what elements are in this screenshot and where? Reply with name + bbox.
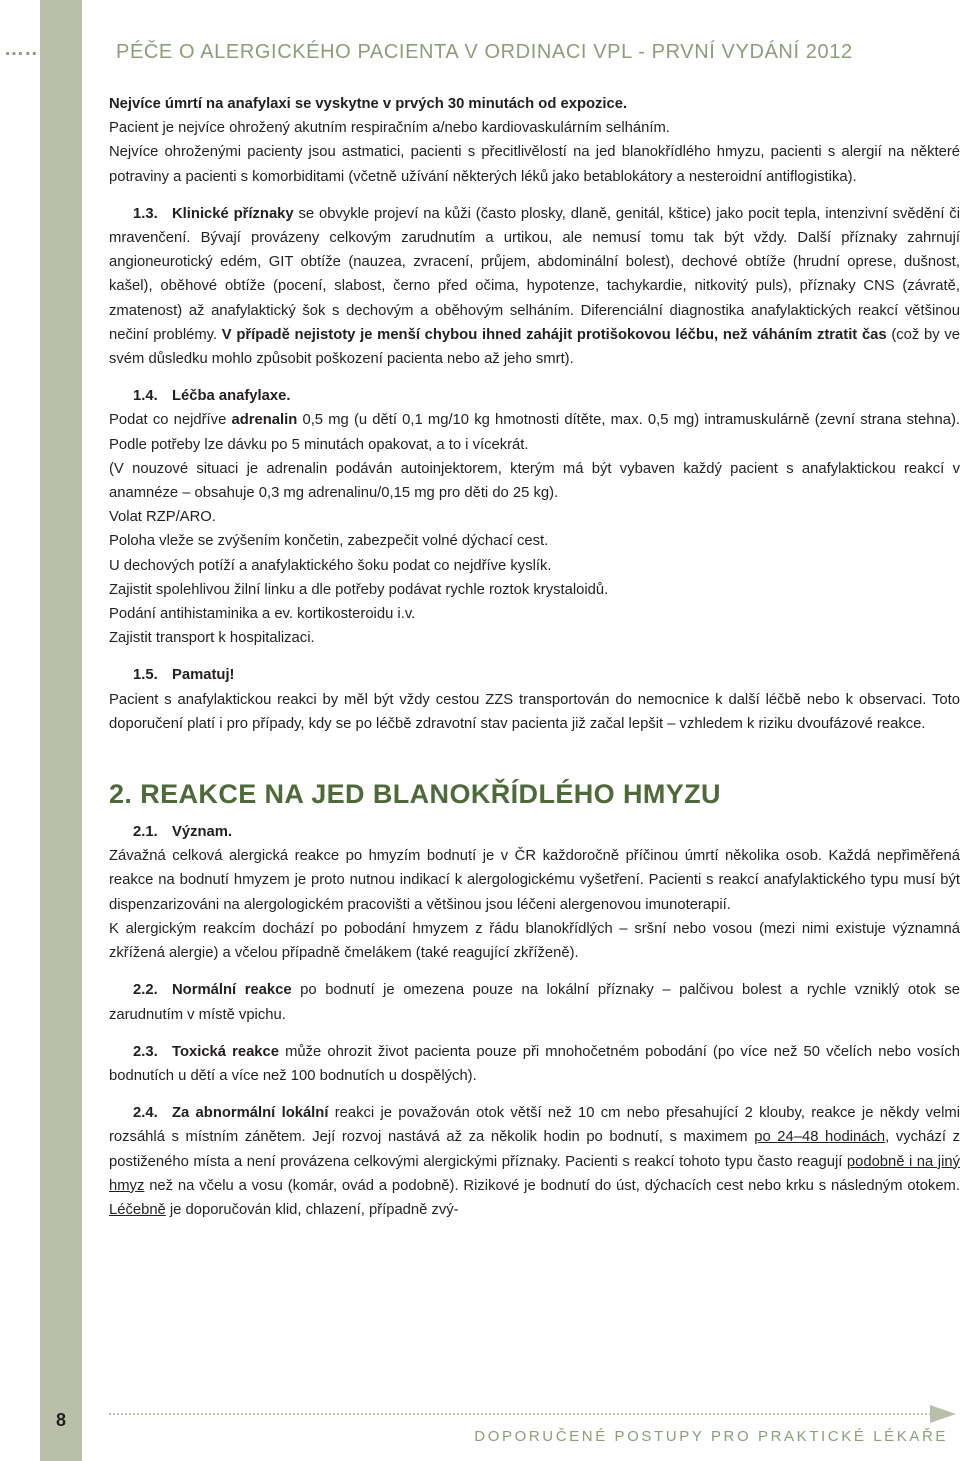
- section-2-1-paragraph-2: K alergickým reakcím dochází po pobodání hmyzem z řádu blanokřídlých – sršní nebo vosou (mezi nimi existuje významná zkřížená alergie) a včelou případně čmelákem (také reagující zkříženě).: [109, 920, 960, 962]
- section-2-1-paragraph-1: Závažná celková alergická reakce po hmyzím bodnutí je v ČR každoročně příčinou úmrtí několika osob. Každá nepřiměřená reakce na bodnutí hmyzem je proto nutnou indikací k alergologickému vyšetření. Pacienti s reakcí anafylaktického typu musí být dispenzarizováni na alergologickém pracovišti a většinou jsou léčeni alergenovou imunoterapií.: [109, 848, 960, 913]
- section-text-end: je doporučován klid, chlazení, případně zvý-: [165, 1201, 459, 1218]
- section-number: 2.4.: [133, 1105, 158, 1122]
- footer-title: DOPORUČENÉ POSTUPY PRO PRAKTICKÉ LÉKAŘE: [474, 1428, 948, 1445]
- section-1-3: [109, 202, 960, 371]
- section-2-2: [109, 978, 960, 1026]
- footer-arrow-icon: [930, 1405, 956, 1423]
- section-text: po bodnutí je omezena pouze na lokální příznaky – palčivou bolest a rychle vzniklý otok se zarudnutím v místě vpichu.: [109, 982, 960, 1023]
- page-body: [109, 92, 960, 1222]
- section-text: se obvykle projeví na kůži (často plosky, dlaně, genitál, kštice) jako pocit tepla, intenzivní svědění či mravenčení. Bývají provázeny celkovým zarudnutím a urtikou, ale nemusí tomu tak být vždy. Další příznaky zahrnují angioneurotický edém, GIT obtíže (nauzea, zvracení, průjem, abdominální bolest), dechové obtíže (hrudní oprese, dušnost, kašel), oběhové obtíže (pocení, slabost, černo před očima, hypotenze, tachykardie, nitkovitý puls), příznaky CNS (závratě, zmatenost) až anafylaktický šok s dechovým a oběhovým selháním. Diferenciální diagnostika anafylaktických reakcí většinou nečiní problémy.: [109, 205, 960, 343]
- section-lead: Toxická reakce: [172, 1043, 279, 1060]
- underlined-text: podobně i na jiný hmyz: [109, 1153, 960, 1194]
- header-dots: …..: [4, 38, 39, 60]
- treatment-text: Podat co nejdříve: [109, 412, 232, 429]
- treatment-line-7: Podání antihistaminika a ev. kortikosteroidu i.v.: [109, 606, 416, 623]
- intro-paragraph-2: Pacient je nejvíce ohrožený akutním respiračním a/nebo kardiovaskulárním selháním.: [109, 120, 670, 137]
- section-heading: Léčba anafylaxe.: [172, 388, 291, 405]
- treatment-line-5: U dechových potíží a anafylaktického šoku podat co nejdříve kyslík.: [109, 557, 552, 574]
- intro-paragraph-3: Nejvíce ohroženými pacienty jsou astmatici, pacienti s přecitlivělostí na jed blanokřídlého hmyzu, pacienti s alergií na některé potraviny a pacienti s komorbiditami (včetně užívání některých léků jako betablokátory a nesteroidní antiflogistika).: [109, 144, 960, 185]
- section-emphasis: V případě nejistoty je menší chybou ihned zahájit protišokovou léčbu, než váháním ztratit čas: [221, 326, 887, 343]
- section-number: 2.1.: [133, 824, 158, 841]
- section-2-4: [109, 1101, 960, 1222]
- section-heading: Pamatuj!: [172, 667, 235, 684]
- section-number: 2.3.: [133, 1043, 158, 1060]
- section-text-end: (což by ve svém důsledku mohlo způsobit poškození pacienta nebo až jeho smrt).: [109, 326, 960, 368]
- chapter-2-title: 2. REAKCE NA JED BLANOKŘÍDLÉHO HMYZU: [109, 779, 721, 810]
- treatment-line-4: Poloha vleže se zvýšením končetin, zabezpečit volné dýchací cest.: [109, 533, 549, 550]
- section-1-5-text: Pacient s anafylaktickou reakci by měl být vždy cestou ZZS transportován do nemocnice k další léčbě nebo k observaci. Toto doporučení platí i pro případy, kdy se po léčbě zdravotní stav pacienta již začal lepšit – vzhledem k riziku dvoufázové reakce.: [109, 691, 960, 732]
- section-lead: Klinické příznaky: [172, 205, 294, 222]
- section-2-1-heading: [109, 820, 960, 844]
- section-text: , vychází z postiženého místa a není provázena celkovými alergickými příznaky. Pacienti s reakcí tohoto typu často reagují: [109, 1129, 960, 1170]
- intro-bold-text: Nejvíce úmrtí na anafylaxi se vyskytne v prvých 30 minutách od expozice.: [109, 96, 628, 112]
- underlined-text: Léčebně: [109, 1201, 166, 1218]
- underlined-text: po 24–48 hodinách: [754, 1129, 886, 1146]
- section-lead: Za abnormální lokální: [172, 1105, 329, 1122]
- section-number: 1.4.: [133, 388, 158, 405]
- section-1-5-heading: [109, 663, 960, 687]
- section-number: 1.5.: [133, 667, 158, 684]
- running-header: [0, 38, 960, 74]
- section-text: může ohrozit život pacienta pouze při mnohočetném pobodání (po více než 50 včelích nebo vosích bodnutích u dětí a více než 100 bodnutích u dospělých).: [109, 1043, 960, 1084]
- section-heading: Význam.: [172, 824, 233, 841]
- footer-dotted-line: [109, 1413, 931, 1415]
- treatment-line-6: Zajistit spolehlivou žilní linku a dle potřeby podávat rychle roztok krystaloidů.: [109, 581, 609, 598]
- adrenalin-bold: adrenalin: [231, 412, 298, 429]
- treatment-text-end: 0,5 mg (u dětí 0,1 mg/10 kg hmotnosti dítěte, max. 0,5 mg) intramuskulárně (zevní strana stehna). Podle potřeby lze dávku po 5 minutách opakovat, a to i vícekrát.: [109, 412, 960, 453]
- page-number: 8: [55, 1410, 66, 1430]
- section-text: než na včelu a vosu (komár, ovád a podobně). Rizikové je bodnutí do úst, dýchacích cest nebo krku s následným otokem.: [144, 1177, 960, 1194]
- treatment-line-8: Zajistit transport k hospitalizaci.: [109, 630, 315, 647]
- page-sidebar-band: [40, 0, 82, 1461]
- section-lead: Normální reakce: [172, 982, 292, 999]
- section-number: 2.2.: [133, 982, 158, 999]
- section-2-3: [109, 1040, 960, 1088]
- intro-paragraph-1: [109, 92, 960, 116]
- section-number: 1.3.: [133, 205, 158, 222]
- treatment-line-3: Volat RZP/ARO.: [109, 509, 216, 526]
- treatment-line-1: [109, 408, 960, 456]
- section-text: reakci je považován otok větší než 10 cm nebo přesahující 2 klouby, reakce je někdy velmi rozsáhlá s místním zánětem. Její rozvoj nastává až za několik hodin po bodnutí, s maximem: [109, 1105, 960, 1146]
- header-title: PÉČE O ALERGICKÉHO PACIENTA V ORDINACI VPL - PRVNÍ VYDÁNÍ 2012: [116, 41, 853, 63]
- treatment-line-2: (V nouzové situaci je adrenalin podáván autoinjektorem, kterým má být vybaven každý pacient s anafylaktickou reakcí v anamnéze – obsahuje 0,3 mg adrenalinu/0,15 mg pro děti do 25 kg).: [109, 460, 960, 502]
- section-1-4-heading: [109, 384, 960, 408]
